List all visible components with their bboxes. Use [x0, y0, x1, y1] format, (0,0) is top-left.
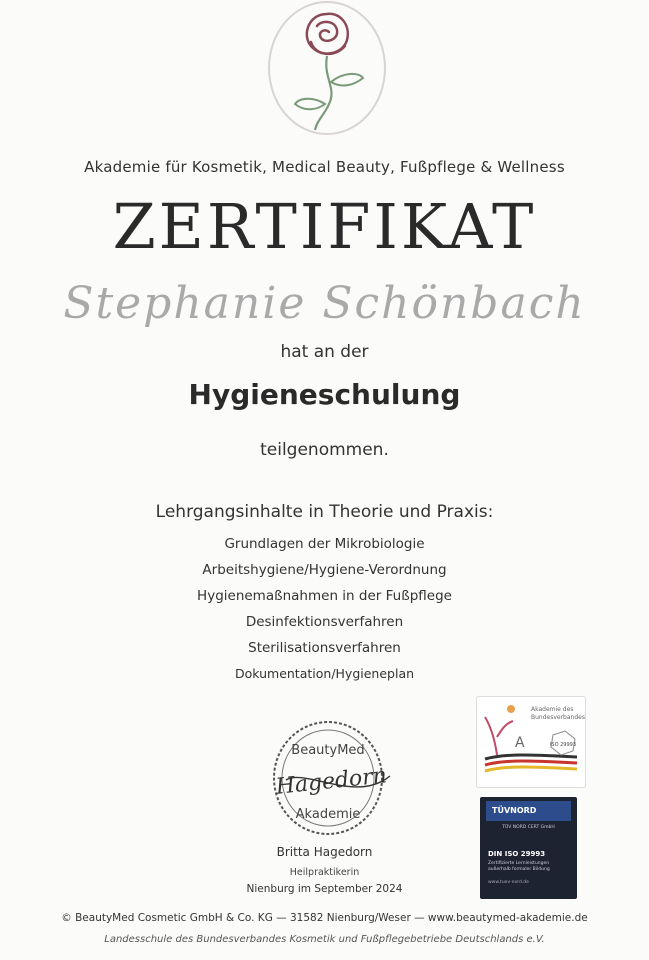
footer-company: © BeautyMed Cosmetic GmbH & Co. KG — 31582 Nienburg/Weser — www.beautymed-akademie.de	[61, 912, 588, 924]
ka-logo-icon	[477, 697, 585, 787]
tuv-small: TÜV NORD CERT GmbH	[502, 825, 555, 830]
ka-letter: A	[515, 735, 525, 751]
bundesverband-badge	[476, 696, 586, 788]
academy-tagline: Akademie für Kosmetik, Medical Beauty, Fußpflege & Wellness	[84, 158, 565, 176]
seal-bottom-text: Akademie	[295, 807, 361, 822]
topic-item: Dokumentation/Hygieneplan	[234, 666, 415, 681]
signer-place-date: Nienburg im September 2024	[246, 883, 403, 895]
tuv-line: Zertifizierte Lernleistungen	[488, 861, 550, 866]
rose-logo-icon	[255, 0, 400, 140]
iso-badge-text: ISO 29993	[549, 742, 577, 748]
academy-seal-icon	[266, 718, 396, 838]
topic-item: Hygienemaßnahmen in der Fußpflege	[197, 588, 452, 604]
certificate-title: ZERTIFIKAT	[112, 190, 537, 263]
footer-note: Landesschule des Bundesverbandes Kosmetik und Fußpflegebetriebe Deutschlands e.V.	[104, 934, 545, 945]
ka-text-1: Akademie des	[531, 706, 574, 713]
seal-signature: Hagedorn	[274, 763, 389, 800]
intro-text: hat an der	[280, 342, 369, 362]
content-heading: Lehrgangsinhalte in Theorie und Praxis:	[155, 502, 494, 522]
tuv-certification-badge	[480, 797, 577, 899]
ka-text-2: Bundesverbandes	[531, 714, 585, 721]
recipient-name: Stephanie Schönbach	[63, 278, 586, 329]
topic-item: Sterilisationsverfahren	[248, 640, 401, 656]
course-name: Hygieneschulung	[188, 378, 461, 411]
tuv-standard: DIN ISO 29993	[488, 850, 546, 858]
participation-text: teilgenommen.	[260, 440, 389, 460]
signer-name: Britta Hagedorn	[276, 845, 373, 859]
signer-title: Heilpraktikerin	[289, 867, 360, 878]
topic-item: Desinfektionsverfahren	[245, 614, 404, 630]
tuv-brand: TÜVNORD	[486, 801, 571, 821]
topic-item: Grundlagen der Mikrobiologie	[224, 536, 425, 552]
tuv-line: www.tuev-nord.de	[488, 880, 529, 885]
seal-top-text: BeautyMed	[291, 743, 365, 758]
tuv-line: außerhalb formaler Bildung	[488, 867, 550, 872]
topic-item: Arbeitshygiene/Hygiene-Verordnung	[202, 562, 447, 578]
